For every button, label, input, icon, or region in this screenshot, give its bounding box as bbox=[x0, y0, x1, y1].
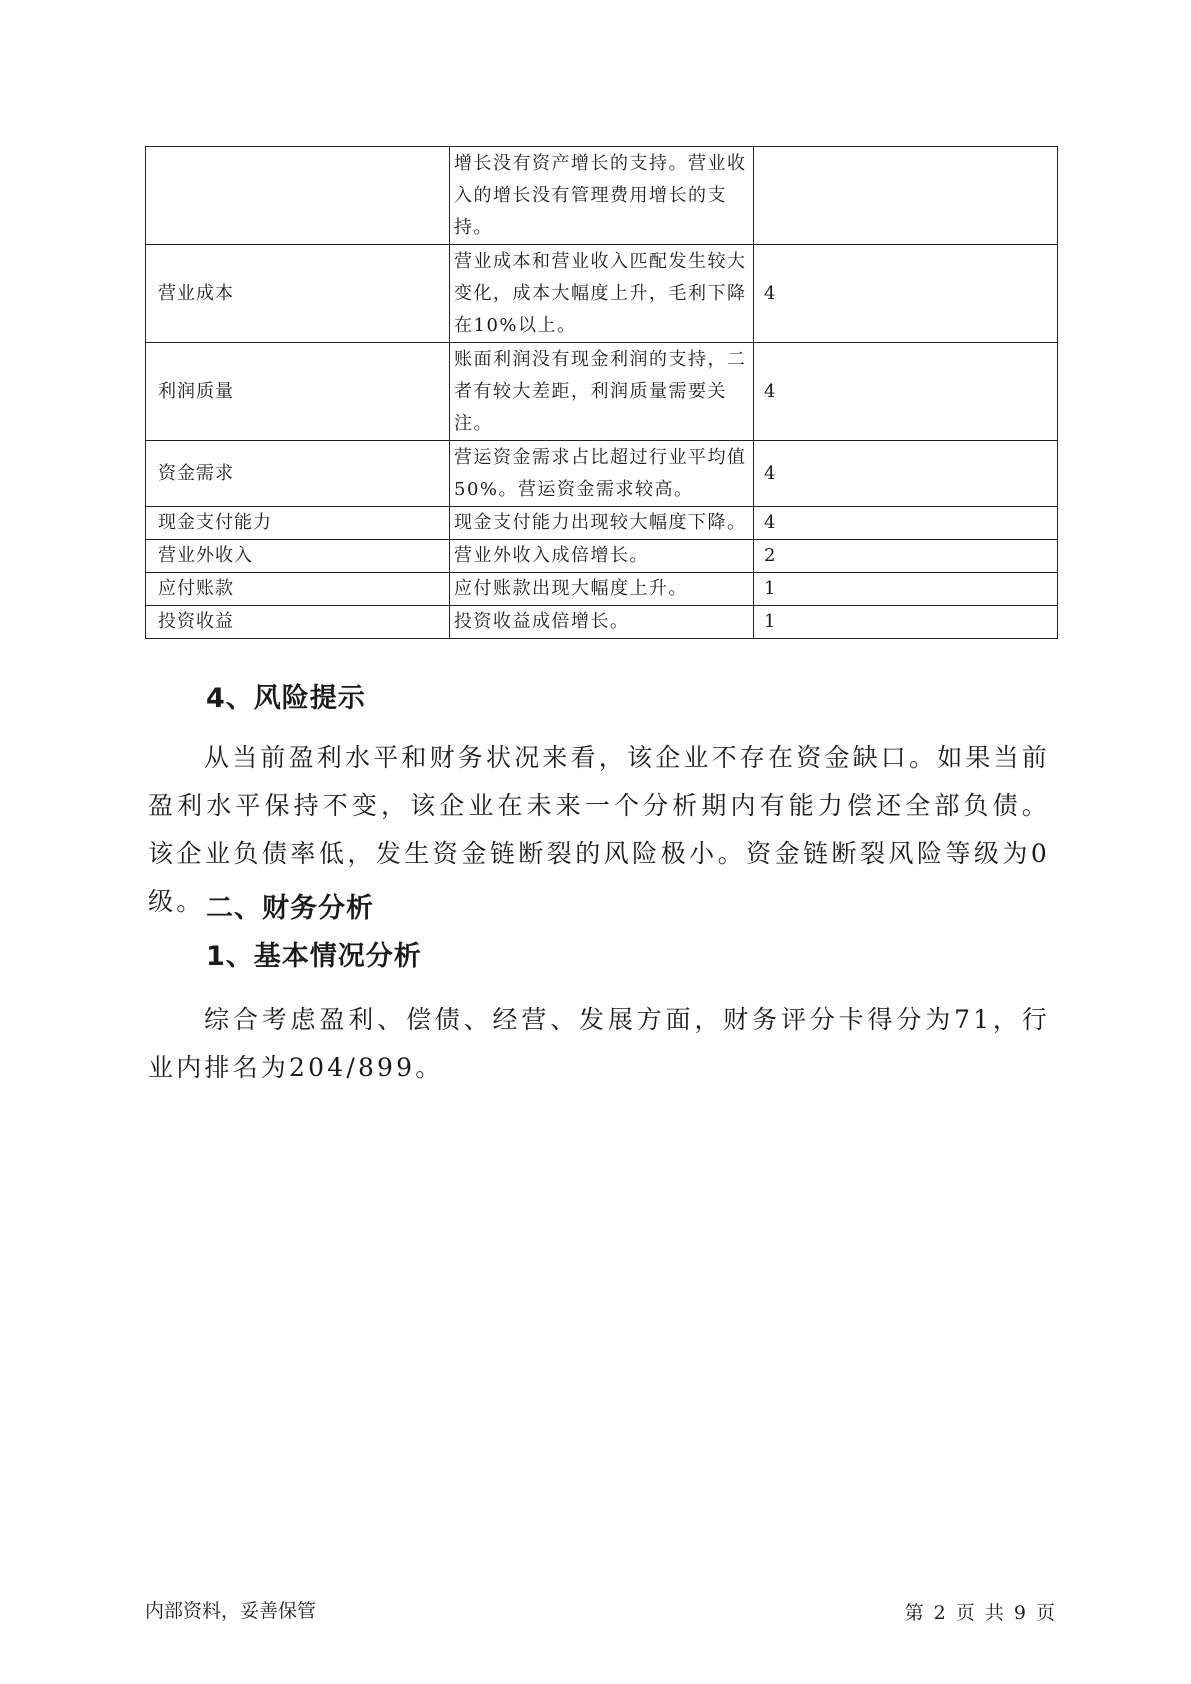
table-cell-score: 1 bbox=[754, 573, 1058, 606]
table-cell-item: 投资收益 bbox=[146, 606, 450, 639]
table-cell-item: 资金需求 bbox=[146, 441, 450, 507]
table-cell-score: 1 bbox=[754, 606, 1058, 639]
table-cell-description: 应付账款出现大幅度上升。 bbox=[450, 573, 754, 606]
table-cell-description: 营业成本和营业收入匹配发生较大变化，成本大幅度上升，毛利下降在10%以上。 bbox=[450, 245, 754, 343]
table-cell-score bbox=[754, 147, 1058, 245]
risk-indicator-table bbox=[145, 146, 1058, 639]
table-cell-item: 利润质量 bbox=[146, 343, 450, 441]
table-cell-score: 4 bbox=[754, 343, 1058, 441]
table-cell-description: 账面利润没有现金利润的支持，二者有较大差距，利润质量需要关注。 bbox=[450, 343, 754, 441]
table-cell-score: 4 bbox=[754, 245, 1058, 343]
table-cell-item bbox=[146, 147, 450, 245]
table-row bbox=[146, 540, 1058, 573]
risk-paragraph: 从当前盈利水平和财务状况来看，该企业不存在资金缺口。如果当前盈利水平保持不变，该企业在未来一个分析期内有能力偿还全部负债。该企业负债率低，发生资金链断裂的风险极小。资金链断裂风险等级为0级。 bbox=[148, 743, 1051, 916]
table-cell-item: 应付账款 bbox=[146, 573, 450, 606]
risk-section-heading: 4、风险提示 bbox=[206, 683, 366, 714]
table-row bbox=[146, 606, 1058, 639]
footer-confidential-note: 内部资料，妥善保管 bbox=[145, 1600, 317, 1622]
table-row bbox=[146, 245, 1058, 343]
table-cell-description: 现金支付能力出现较大幅度下降。 bbox=[450, 507, 754, 540]
table-row bbox=[146, 507, 1058, 540]
table-cell-description: 投资收益成倍增长。 bbox=[450, 606, 754, 639]
table-row bbox=[146, 573, 1058, 606]
table-cell-item: 营业成本 bbox=[146, 245, 450, 343]
footer-page-number: 第 2 页 共 9 页 bbox=[904, 1602, 1057, 1624]
table-cell-description: 营业外收入成倍增长。 bbox=[450, 540, 754, 573]
table-row bbox=[146, 147, 1058, 245]
table-row bbox=[146, 343, 1058, 441]
table-cell-score: 4 bbox=[754, 441, 1058, 507]
table-cell-item: 营业外收入 bbox=[146, 540, 450, 573]
table-row bbox=[146, 441, 1058, 507]
table-cell-score: 2 bbox=[754, 540, 1058, 573]
table-cell-item: 现金支付能力 bbox=[146, 507, 450, 540]
basic-analysis-paragraph: 综合考虑盈利、偿债、经营、发展方面，财务评分卡得分为71，行业内排名为204/899。 bbox=[148, 1005, 1050, 1082]
table-cell-score: 4 bbox=[754, 507, 1058, 540]
basic-analysis-subheading: 1、基本情况分析 bbox=[206, 941, 422, 972]
table-cell-description: 营运资金需求占比超过行业平均值50%。营运资金需求较高。 bbox=[450, 441, 754, 507]
table-cell-description: 增长没有资产增长的支持。营业收入的增长没有管理费用增长的支持。 bbox=[450, 147, 754, 245]
finance-section-heading: 二、财务分析 bbox=[206, 893, 374, 924]
